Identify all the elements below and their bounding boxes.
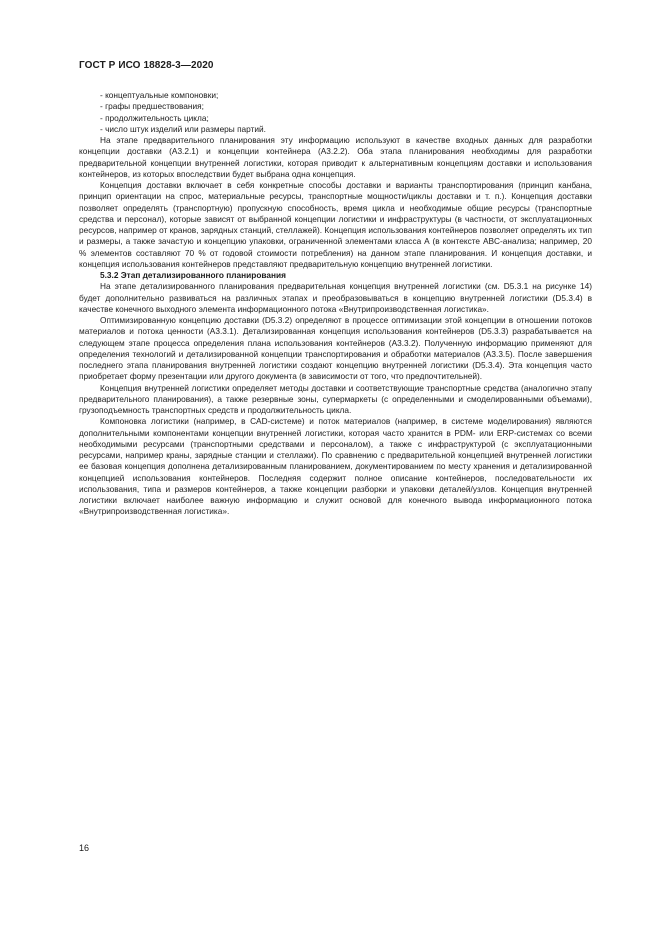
list-item: - концептуальные компоновки; [100,90,219,100]
paragraph: Компоновка логистики (например, в CAD-системе) и поток материалов (например, в системе моделирования) являются дополнительными компонентами концепции внутренней логистики, которая часто хранится в PDM- или ERP-системах со всеми необходимыми ресурсами (транспортными средствами и персоналом), а также с инфраструктурой (с эксплуатационными ресурсами, например краны, зарядные станции и стеллажи). По сравнению с предварительной концепцией внутренней логистики ее базовая концепция дополнена детализированным планированием, документированием по месту хранения и детализированной концепцией использования контейнеров. Последняя содержит полное описание контейнеров, последовательности их использования, типа и размеров контейнеров, а также концепции разборки и упаковки деталей/узлов. Концепция внутренней логистики включает наиболее важную информацию и служит основой для конечного вывода информационного потока «Внутрипроизводственная логистика». [79,416,592,517]
section-heading: 5.3.2 Этап детализированного планирования [100,270,286,280]
list-item: - графы предшествования; [100,101,204,112]
page-number: 16 [79,843,90,853]
paragraph: Концепция доставки включает в себя конкретные способы доставки и варианты транспортирования (принцип канбана, принцип ориентации на спрос, материальные ресурсы, транспортные мощности/циклы доставки и т. п.). Концепция доставки позволяет определять (транспортную) пропускную способность, время цикла и необходимые общие ресурсы (транспортные средства и персонал), которые зависят от выбранной концепции логистики и инфраструктуры (в частности, от эксплуатационных ресурсов, например от кранов, зарядных станций, стеллажей). Концепция использования контейнеров позволяет определять их тип и размеры, а также зачастую и концепцию упаковки, ограниченной элементами класса А (в контексте ABC-анализа; например, 20 % элементов составляют 70 % от годовой стоимости потребления) на данном этапе планирования. И концепция доставки, и концепция использования контейнеров представляют предварительную концепцию внутренней логистики. [79,180,592,269]
paragraph: Концепция внутренней логистики определяет методы доставки и соответствующие транспортные средства (аналогично этапу предварительного планирования), а также резервные зоны, супермаркеты (с определенными и смоделированными объемами), грузоподъемность транспортных средств и продолжительность цикла. [79,382,592,415]
document-body [79,90,592,518]
paragraph: На этапе предварительного планирования эту информацию используют в качестве входных данных для разработки концепции доставки (A3.2.1) и концепции контейнера (A3.2.2). Оба этапа планирования необходимы для разработки предварительной концепции внутренней логистики, которая приводит к альтернативным концепциям доставки и использования контейнеров, из которых впоследствии будет выбрана одна концепция. [79,135,592,179]
paragraph: На этапе детализированного планирования предварительная концепция внутренней логистики (см. D5.3.1 на рисунке 14) будет дополнительно развиваться на различных этапах и преобразовываться в концепцию внутренней логистики (D5.3.4) в качестве конечного выходного элемента информационного потока «Внутрипроизводственная логистика». [79,281,592,314]
list-item: - продолжительность цикла; [100,112,209,123]
paragraph: Оптимизированную концепцию доставки (D5.3.2) определяют в процессе оптимизации этой концепции в отношении потоков материалов и потока ценности (A3.3.1). Детализированная концепция использования контейнеров (D5.3.3) разрабатывается на следующем этапе процесса определения плана использования контейнеров (A3.3.2). Полученную информацию применяют для определения технологий и детализированной концепции транспортирования и обработки материалов (A3.3.5). После завершения последнего этапа планирования внутренней логистики создают концепцию внутренней логистики (D5.3.4). Эта концепция часто приобретает форму презентации или другого документа (в зависимости от того, что предпочтительней). [79,315,592,382]
list-item: - число штук изделий или размеры партий. [100,123,266,134]
document-header-title: ГОСТ Р ИСО 18828-3—2020 [79,60,214,71]
